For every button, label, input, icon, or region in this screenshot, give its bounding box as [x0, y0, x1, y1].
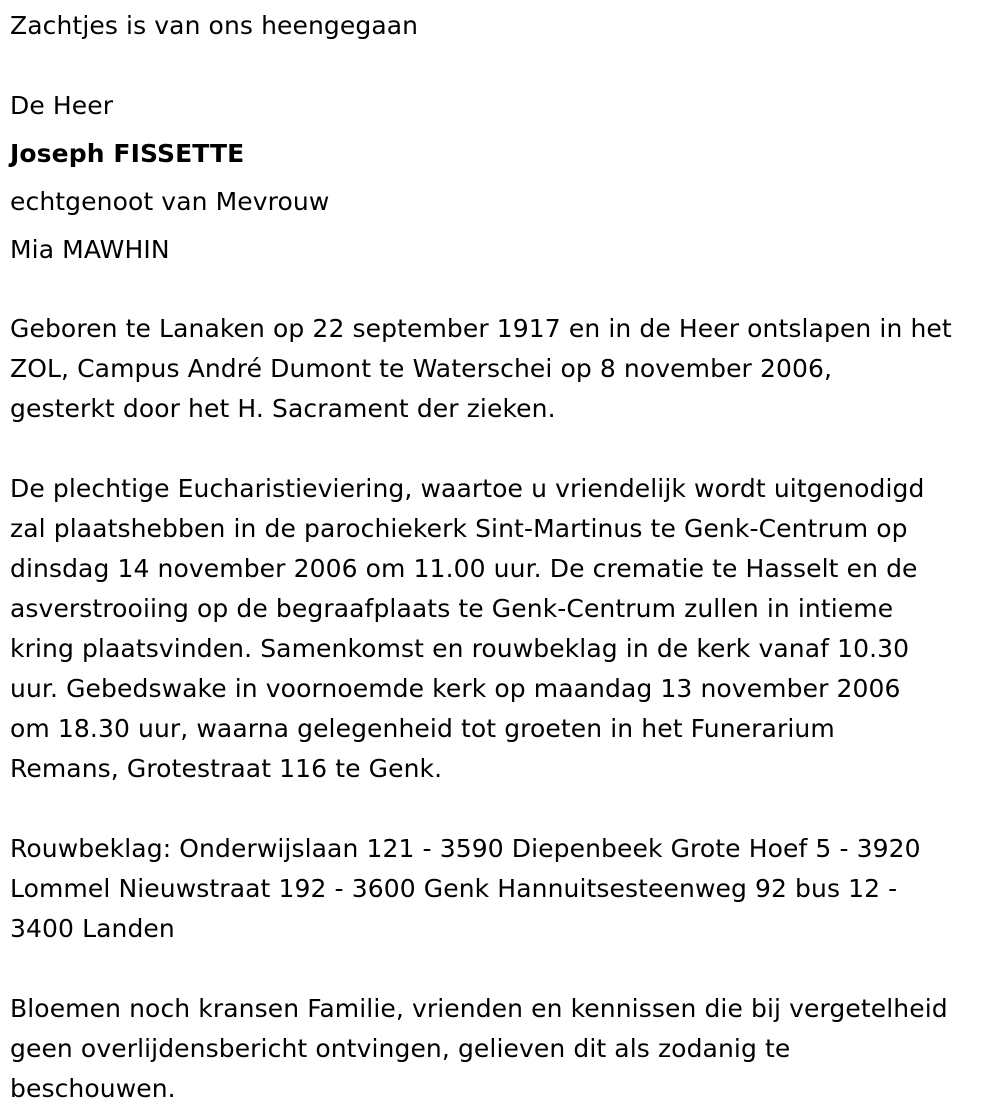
spouse-label: echtgenoot van Mevrouw: [10, 187, 330, 216]
birth-death-line: ZOL, Campus André Dumont te Waterschei op 8 november 2006,: [10, 354, 833, 383]
spouse-name: Mia MAWHIN: [10, 235, 170, 264]
ceremony-line: uur. Gebedswake in voornoemde kerk op maandag 13 november 2006: [10, 674, 901, 703]
birth-death-line: Geboren te Lanaken op 22 september 1917 en in de Heer ontslapen in het: [10, 314, 952, 343]
ceremony-line: Remans, Grotestraat 116 te Genk.: [10, 754, 443, 783]
intro-line: Zachtjes is van ons heengegaan: [10, 11, 419, 40]
closing-line: beschouwen.: [10, 1074, 176, 1103]
birth-death-line: gesterkt door het H. Sacrament der zieken.: [10, 394, 556, 423]
condolences-line: Rouwbeklag: Onderwijslaan 121 - 3590 Diepenbeek Grote Hoef 5 - 3920: [10, 834, 921, 863]
condolences-line: 3400 Landen: [10, 914, 175, 943]
ceremony-line: om 18.30 uur, waarna gelegenheid tot groeten in het Funerarium: [10, 714, 835, 743]
honorific: De Heer: [10, 91, 114, 120]
ceremony-line: dinsdag 14 november 2006 om 11.00 uur. De crematie te Hasselt en de: [10, 554, 918, 583]
condolences-line: Lommel Nieuwstraat 192 - 3600 Genk Hannuitsesteenweg 92 bus 12 -: [10, 874, 898, 903]
ceremony-line: zal plaatshebben in de parochiekerk Sint-Martinus te Genk-Centrum op: [10, 514, 908, 543]
deceased-name: Joseph FISSETTE: [10, 139, 245, 168]
ceremony-line: De plechtige Eucharistieviering, waartoe u vriendelijk wordt uitgenodigd: [10, 474, 925, 503]
closing-line: geen overlijdensbericht ontvingen, gelieven dit als zodanig te: [10, 1034, 791, 1063]
closing-line: Bloemen noch kransen Familie, vrienden en kennissen die bij vergetelheid: [10, 994, 948, 1023]
ceremony-line: kring plaatsvinden. Samenkomst en rouwbeklag in de kerk vanaf 10.30: [10, 634, 910, 663]
ceremony-line: asverstrooiing op de begraafplaats te Genk-Centrum zullen in intieme: [10, 594, 894, 623]
